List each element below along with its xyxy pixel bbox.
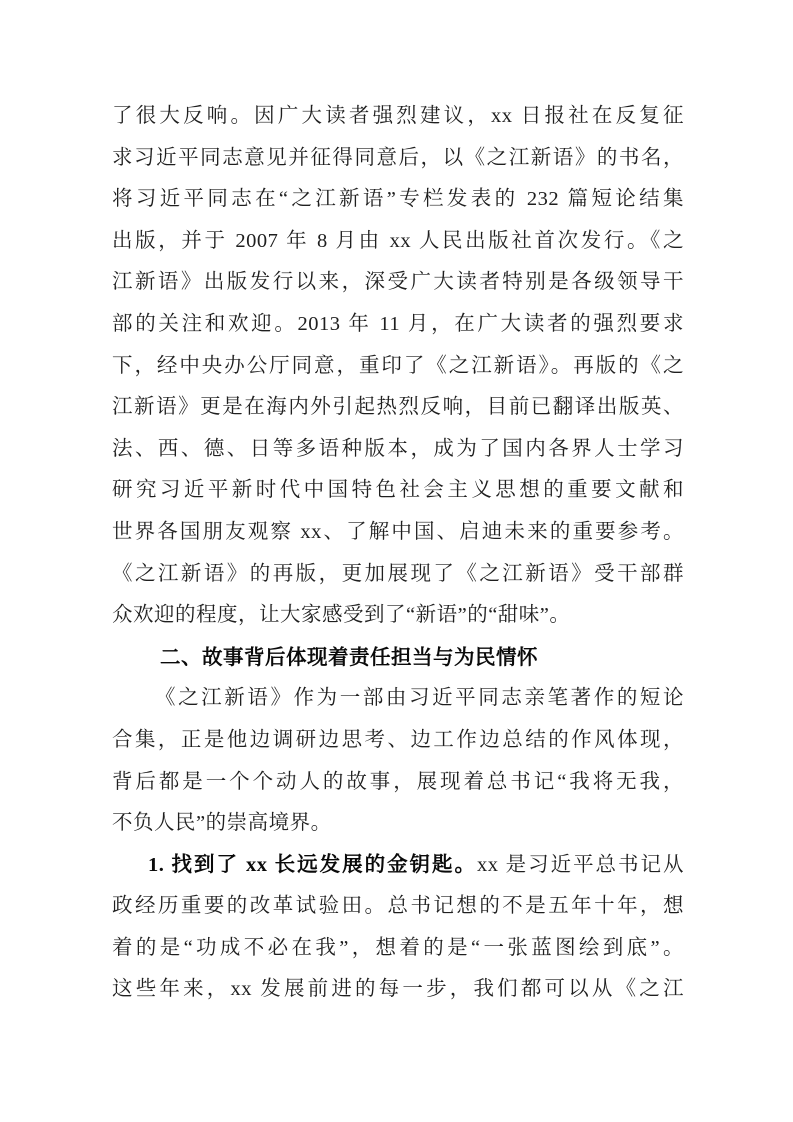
- text-line: 求习近平同志意见并征得同意后，以《之江新语》的书名，: [112, 146, 684, 169]
- text-line: 众欢迎的程度，让大家感受到了“新语”的“甜味”。: [112, 604, 571, 627]
- text-line: 合集，正是他边调研边思考、边工作边总结的作风体现，: [112, 728, 684, 751]
- text-line: 不负人民”的崇高境界。: [112, 812, 332, 835]
- text-line: 法、西、德、日等多语种版本，成为了国内各界人士学习: [112, 437, 684, 460]
- section-heading: 二、故事背后体现着责任担当与为民情怀: [160, 645, 538, 669]
- text-line: 下，经中央办公厅同意，重印了《之江新语》。再版的《之: [112, 354, 684, 377]
- text-line: 江新语》更是在海内外引起热烈反响，目前已翻译出版英、: [112, 396, 684, 419]
- text-line: 了很大反响。因广大读者强烈建议，xx 日报社在反复征: [112, 105, 684, 127]
- text-line: 江新语》出版发行以来，深受广大读者特别是各级领导干: [112, 271, 684, 294]
- text-line: 这些年来，xx 发展前进的每一步，我们都可以从《之江: [112, 978, 684, 1001]
- text-run: xx 是习近平总书记从: [477, 853, 684, 876]
- text-line: 部的关注和欢迎。2013 年 11 月，在广大读者的强烈要求: [112, 312, 684, 335]
- text-line: [112, 845, 684, 887]
- text-line: 《之江新语》的再版，更加展现了《之江新语》受干部群: [112, 562, 684, 585]
- text-line: 背后都是一个个动人的故事，展现着总书记“我将无我，: [112, 770, 684, 793]
- text-line: 将习近平同志在“之江新语”专栏发表的 232 篇短论结集: [112, 188, 684, 211]
- numbered-point-lead: 1. 找到了 xx 长远发展的金钥匙。: [148, 853, 478, 876]
- text-line: 着的是“功成不必在我”，想着的是“一张蓝图绘到底”。: [112, 936, 684, 959]
- document-text-block: [112, 96, 684, 1011]
- text-line: 政经历重要的改革试验田。总书记想的不是五年十年，想: [112, 895, 684, 918]
- text-line: 《之江新语》作为一部由习近平同志亲笔著作的短论: [155, 687, 684, 710]
- text-line: 研究习近平新时代中国特色社会主义思想的重要文献和: [112, 479, 684, 502]
- text-line: 出版，并于 2007 年 8 月由 xx 人民出版社首次发行。《之: [112, 229, 684, 252]
- text-line: 世界各国朋友观察 xx、了解中国、启迪未来的重要参考。: [112, 520, 684, 543]
